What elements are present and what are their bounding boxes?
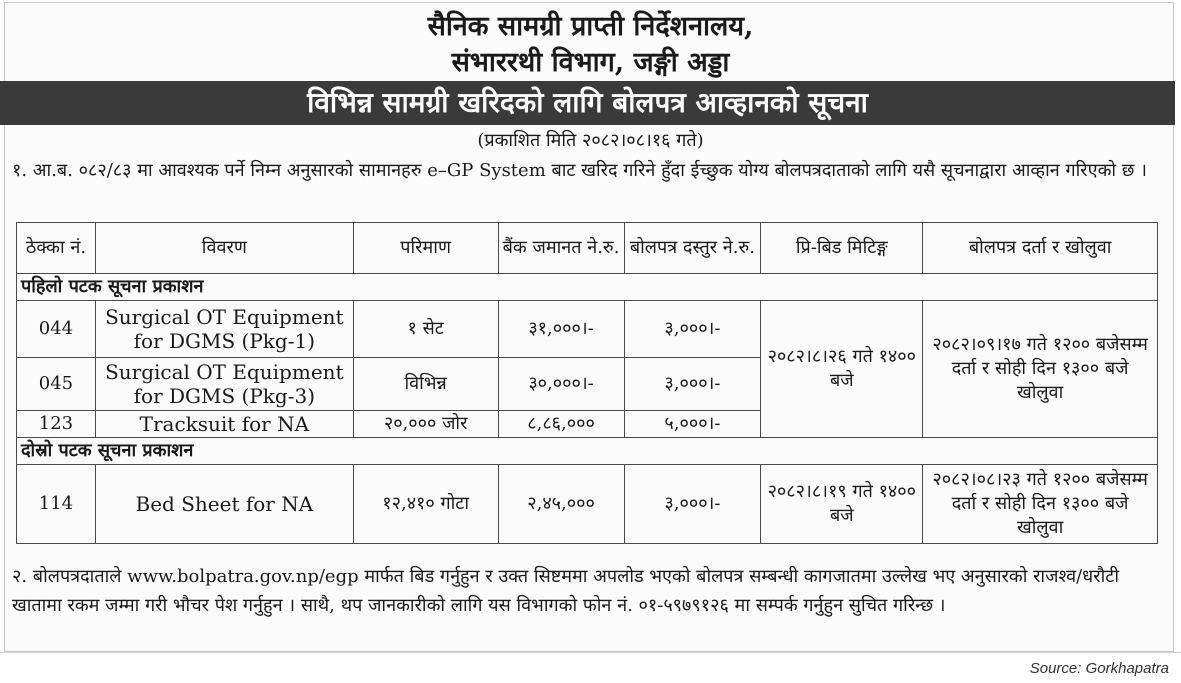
header-pre-bid: प्रि-बिड मिटिङ्ग	[761, 223, 923, 274]
table-row	[17, 465, 1158, 544]
publication-date: (प्रकाशित मिति २०८२।०८।१६ गते)	[477, 130, 704, 151]
cell-description: Surgical OT Equipment for DGMS (Pkg-3)	[95, 358, 353, 411]
header-bank-guarantee: बैंक जमानत ने.रु.	[498, 223, 624, 274]
cell-description: Bed Sheet for NA	[95, 465, 353, 544]
tender-table	[16, 222, 1158, 544]
cell-contract-no: 045	[17, 358, 96, 411]
cell-contract-no: 044	[17, 301, 96, 358]
cell-bid-fee: ३,०००।-	[624, 358, 761, 411]
section-row	[17, 438, 1158, 465]
cell-bid-fee: ५,०००।-	[624, 411, 761, 438]
table-header-row	[17, 223, 1158, 274]
cell-bank-guarantee: ८,८६,०००	[498, 411, 624, 438]
intro-paragraph: १. आ.ब. ०८२/८३ मा आवश्यक पर्ने निम्न अनुसारको सामानहरु e–GP System बाट खरिद गरिने हुँदा ईच्छुक योग्य बोलपत्रदाताको लागि यसै सूचनाद्वारा आव्हान गरिएको छ ।	[12, 160, 1147, 181]
cell-submission: २०८२।०८।२३ गते १२०० बजेसम्म दर्ता र सोही दिन १३०० बजे खोलुवा	[923, 465, 1158, 544]
cell-quantity: १ सेट	[353, 301, 498, 358]
org-name-line1: सैनिक सामग्री प्राप्ती निर्देशनालय,	[427, 11, 754, 42]
footer-paragraph: २. बोलपत्रदाताले www.bolpatra.gov.np/egp मार्फत बिड गर्नुहुन र उक्त सिष्टममा अपलोड भएको बोलपत्र सम्बन्धी कागजातमा उल्लेख भए अनुसारको राजश्व/धरौटी खातामा रकम जम्मा गरी भौचर पेश गर्नुहुन । साथै, थप जानकारीको लागि यस विभागको फोन नं. ०१-५९७९१२६ मा सम्पर्क गर्नुहुन सुचित गरिन्छ ।	[12, 566, 1120, 616]
org-name-line2: संभाररथी विभाग, जङ्गी अड्डा	[451, 47, 730, 78]
cell-contract-no: 123	[17, 411, 96, 438]
divider	[0, 652, 1181, 653]
cell-bank-guarantee: ३१,०००।-	[498, 301, 624, 358]
header-submission: बोलपत्र दर्ता र खोलुवा	[923, 223, 1158, 274]
header-quantity: परिमाण	[353, 223, 498, 274]
cell-bank-guarantee: ३०,०००।-	[498, 358, 624, 411]
section1-label: पहिलो पटक सूचना प्रकाशन	[17, 274, 1158, 301]
cell-bid-fee: ३,०००।-	[624, 301, 761, 358]
section2-label: दोस्रो पटक सूचना प्रकाशन	[17, 438, 1158, 465]
section-row	[17, 274, 1158, 301]
header-description: विवरण	[95, 223, 353, 274]
cell-submission: २०८२।०९।१७ गते १२०० बजेसम्म दर्ता र सोही दिन १३०० बजे खोलुवा	[923, 301, 1158, 438]
cell-quantity: १२,४१० गोटा	[353, 465, 498, 544]
header-contract-no: ठेक्का नं.	[17, 223, 96, 274]
cell-contract-no: 114	[17, 465, 96, 544]
notice-title-banner: विभिन्न सामग्री खरिदको लागि बोलपत्र आव्हानको सूचना	[0, 81, 1175, 125]
cell-quantity: विभिन्न	[353, 358, 498, 411]
source-credit: Source: Gorkhapatra	[1029, 660, 1169, 677]
table-row	[17, 301, 1158, 358]
cell-description: Tracksuit for NA	[95, 411, 353, 438]
cell-bank-guarantee: २,४५,०००	[498, 465, 624, 544]
cell-pre-bid: २०८२।८।२६ गते १४०० बजे	[761, 301, 923, 438]
cell-description: Surgical OT Equipment for DGMS (Pkg-1)	[95, 301, 353, 358]
cell-quantity: २०,००० जोर	[353, 411, 498, 438]
cell-bid-fee: ३,०००।-	[624, 465, 761, 544]
header-bid-fee: बोलपत्र दस्तुर ने.रु.	[624, 223, 761, 274]
cell-pre-bid: २०८२।८।१९ गते १४०० बजे	[761, 465, 923, 544]
